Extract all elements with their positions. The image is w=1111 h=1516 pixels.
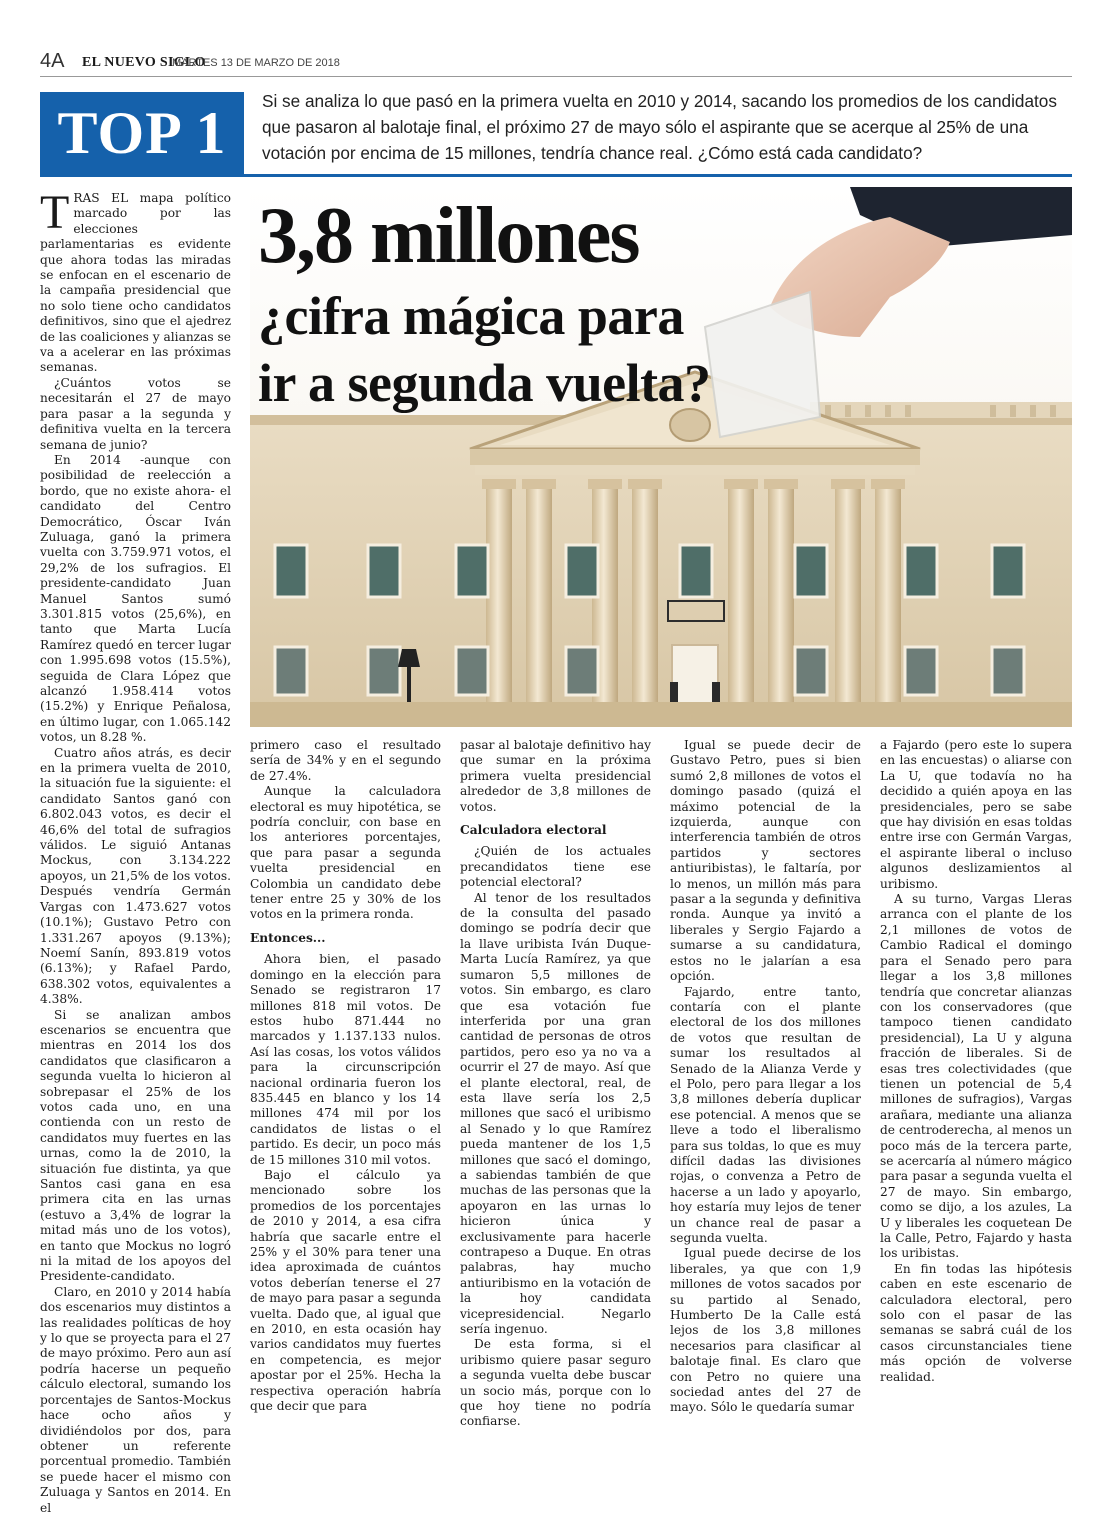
article-paragraph: Igual se puede decir de Gustavo Petro, pues si bien sumó 2,8 millones de votos el domingo pasado (quizá el máximo potencial de la izquierda, aunque con interferencia también de otros partidos y sectores antiuribistas), le faltaría, por lo menos, un millón más para pasar a la segunda y definitiva ronda. Aunque ya invitó a liberales y Sergio Fajardo a sumarse a su candidatura, estos no le jalarían a esa opción. <box>670 738 861 984</box>
drop-cap: T <box>40 186 70 239</box>
article-paragraph <box>40 186 231 376</box>
article-paragraph: Al tenor de los resultados de la consulta del pasado domingo se podría decir que la llave uribista Iván Duque-Marta Lucía Ramírez, ya que sumaron 5,5 millones de votos. Sin embargo, es claro que esa votación fue interferida por una gran cantidad de personas de otros partidos, pero eso ya no va a ocurrir el 27 de mayo. Así que el plante electoral, real, de esta llave sería los 2,5 millones que sacó el uribismo al Senado y lo que Ramírez pueda mantener de los 1,5 millones que sacó el domingo, a sabiendas también de que muchas de las personas que la apoyaron en las urnas lo hicieron única y exclusivamente para hacerle contrapeso a Duque. En otras palabras, hay mucho antiuribismo en la votación de la hoy candidata vicepresidencial. Negarlo sería ingenuo. <box>460 890 651 1337</box>
article-column-5 <box>880 738 1072 1385</box>
article-paragraph: Bajo el cálculo ya mencionado sobre los promedios de los porcentajes de 2010 y 2014, a esa cifra habría que sacarle entre el 25% y el 30% para tener una idea aproximada de cuántos votos deberían tenerse el 27 de mayo para pasar a segunda vuelta. Dado que, al igual que en 2010, en esta ocasión hay varios candidatos muy fuertes en competencia, es mejor apostar por el 25%. Hecha la respectiva operación habría que decir que para <box>250 1167 441 1414</box>
article-paragraph: En 2014 -aunque con posibilidad de reelección a bordo, que no existe ahora- el candidato del Centro Democrático, Óscar Iván Zuluaga, ganó la primera vuelta con 3.759.971 votos, el 29,2% de los sufragios. El presidente-candidato Juan Manuel Santos sumó 3.301.815 votos (25,6%), en tanto que Marta Lucía Ramírez quedó en tercer lugar con 1.995.698 votos (15.5%), seguida de Clara López que alcanzó 1.958.414 votos (15.2%) y Enrique Peñalosa, en último lugar, con 1.065.142 votos, un 8.28 %. <box>40 452 231 745</box>
article-paragraph: Fajardo, entre tanto, contaría con el plante electoral de los dos millones de votos que resultan de sumar los resultados al Senado de la Alianza Verde y el Polo, pero para llegar a los 3,8 millones debería duplicar ese potencial. A menos que se lleve a todo el liberalismo para sus toldas, lo que es muy difícil dadas las divisiones rojas, o convenza a Petro de hacerse a un lado y apoyarlo, hoy estaría muy lejos de tener un chance real de pasar a segunda vuelta. <box>670 984 861 1245</box>
headline-main: 3,8 millones <box>258 192 639 280</box>
article-paragraph: Claro, en 2010 y 2014 había dos escenarios muy distintos a las realidades políticas de hoy y lo que se proyecta para el 27 de mayo próximo. Pero aun así podría hacerse un pequeño cálculo electoral, sumando los porcentajes de Santos-Mockus hace ocho años y dividiéndolos por dos, para obtener un referente porcentual promedio. También se puede hacer el mismo con Zuluaga y Santos en 2014. En el <box>40 1284 231 1515</box>
article-column-4 <box>670 738 861 1416</box>
article-paragraph: primero caso el resultado sería de 34% y en el segundo de 27.4%. <box>250 738 441 783</box>
article-paragraph: En fin todas las hipótesis caben en este escenario de calculadora electoral, pero solo con el pasar de las semanas se sabrá cuál de los casos circunstanciales tiene más opción de volverse realidad. <box>880 1261 1072 1384</box>
article-paragraph: Igual puede decirse de los liberales, ya que con 1,9 millones de votos sacados por su partido al Senado, Humberto De la Calle está lejos de los 3,8 millones necesarios para clasificar al balotaje final. Es claro que con Petro no quiere una sociedad antes del 27 de mayo. Sólo le quedaría sumar <box>670 1246 861 1415</box>
article-paragraph: Cuatro años atrás, es decir en la primera vuelta de 2010, la situación fue la siguiente: el candidato Santos ganó con 6.802.043 votos, es decir el 46,6% del total de sufragios válidos. Le siguió Antanas Mockus, con 3.134.222 apoyos, un 21,5% de los votos. Después vendría Germán Vargas con 1.473.627 votos (10.1%); Gustavo Petro con 1.331.267 apoyos (9.13%); Noemí Sanín, 893.819 votos (6.13%); y Rafael Pardo, 638.302 votos, equivalentes a 4.38%. <box>40 745 231 1007</box>
article-paragraph: Si se analizan ambos escenarios se encuentra que mientras en 2014 los dos candidatos que clasificaron a segunda vuelta lo hicieron al sobrepasar el 25% de los votos cada uno, en una contienda con un resto de candidatos muy fuertes en las urnas, como la de 2010, la situación fue distinta, ya que Santos casi gana en esa primera cita en las urnas (estuvo a 3,4% de lograr la mitad más uno de los votos), en tanto que Mockus no logró ni la mitad de los apoyos del Presidente-candidato. <box>40 1007 231 1284</box>
lede-text: Si se analiza lo que pasó en la primera vuelta en 2010 y 2014, sacando los promedios de los candidatos que pasaron al balotaje final, el próximo 27 de mayo sólo el aspirante que se acerque al 25% de una votación por encima de 15 millones, tendría chance real. ¿Cómo está cada candidato? <box>262 91 1057 163</box>
header-rule <box>40 76 1072 77</box>
article-paragraph: Aunque la calculadora electoral es muy hipotética, se podría concluir, con base en los anteriores porcentajes, que para pasar a segunda vuelta presidencial en Colombia un candidato debe tener entre 25 y 30% de los votos en la primera ronda. <box>250 784 441 922</box>
article-column-1 <box>40 186 231 1516</box>
headline-secondary: ¿cifra mágica para ir a segunda vuelta? <box>258 286 711 413</box>
article-lead-text: RAS EL mapa político marcado por las elecciones parlamentarias es evidente que ahora todas las miradas se enfocan en el escenario de la campaña presidencial que no solo tiene ocho candidatos definitivos, sino que el ajedrez de las coaliciones y alianzas se va a acelerar en las próximas semanas. <box>40 191 231 375</box>
article-subhead: Entonces... <box>250 930 326 945</box>
article-subhead: Calculadora electoral <box>460 823 607 838</box>
section-label: TOP 1 <box>40 92 244 174</box>
article-paragraph: ¿Quién de los actuales precandidatos tiene ese potencial electoral? <box>460 844 651 890</box>
issue-date: MARTES 13 DE MARZO DE 2018 <box>172 57 340 69</box>
section-rule <box>40 174 1072 177</box>
article-paragraph: Ahora bien, el pasado domingo en la elección para Senado se registraron 17 millones 818 mil votos. De estos hubo 871.444 no marcados y 1.137.133 nulos. Así las cosas, los votos válidos para la circunscripción nacional ordinaria fueron los 835.445 en blanco y los 14 millones 474 mil por los candidatos de listas o el partido. Es decir, un poco más de 15 millones 310 mil votos. <box>250 952 441 1167</box>
newspaper-name: EL NUEVO SIGLO <box>82 55 206 70</box>
page-number: 4A <box>40 50 65 72</box>
article-paragraph: a Fajardo (pero este lo supera en las encuestas) o aliarse con La U, que todavía no ha decidido a quién apoya en las presidenciales, pero se sabe que hay división en esas toldas entre irse con Germán Vargas, el aspirante liberal o incluso algunos deslizamientos al uribismo. <box>880 738 1072 891</box>
article-paragraph: De esta forma, si el uribismo quiere pasar seguro a segunda vuelta debe buscar un socio más, porque con lo que hoy tiene no podría confiarse. <box>460 1337 651 1429</box>
article-column-2 <box>250 738 441 1414</box>
article-column-3 <box>460 738 651 1430</box>
article-paragraph: ¿Cuántos votos se necesitarán el 27 de mayo para pasar a la segunda y definitiva vuelta en la tercera semana de junio? <box>40 375 231 452</box>
article-paragraph: pasar al balotaje definitivo hay que sumar en la próxima primera vuelta presidencial alrededor de 3,8 millones de votos. <box>460 738 651 814</box>
article-paragraph: A su turno, Vargas Lleras arranca con el plante de los 2,1 millones de votos de Cambio Radical el domingo para el Senado pero para llegar a los 3,8 millones tendría que concretar alianzas con los conservadores (que tampoco tienen candidato presidencial), La U y alguna fracción de liberales. Si de esas tres colectividades (que tienen un potencial de 5,4 millones de sufragios), Vargas arañara, mediante una alianza de centroderecha, al menos un poco más de la tercera parte, se acercaría al número mágico para pasar a segunda vuelta el 27 de mayo. Sin embargo, como se dijo, a los azules, La U y liberales les coquetean De la Calle, Petro, Fajardo y hasta los uribistas. <box>880 892 1072 1261</box>
